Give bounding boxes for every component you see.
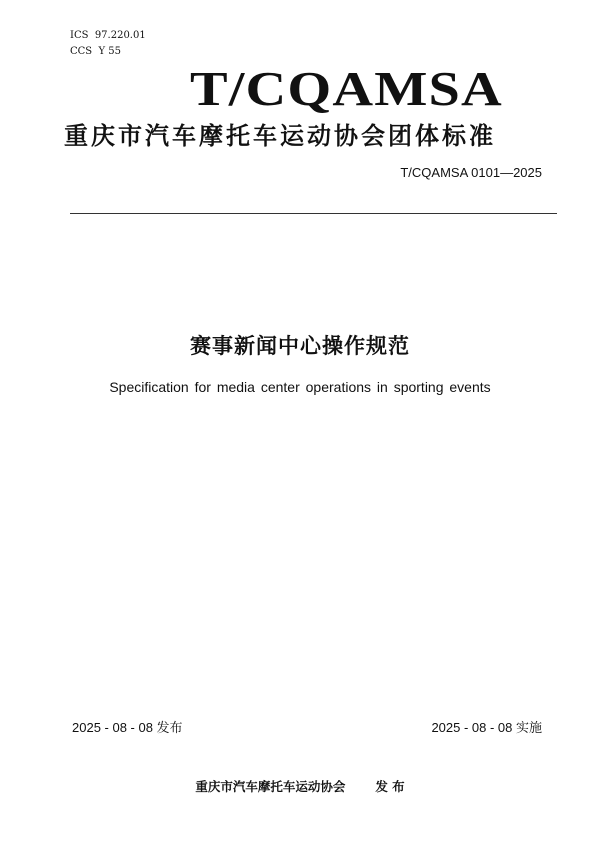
organization-title: 重庆市汽车摩托车运动协会团体标准: [64, 122, 496, 150]
document-title-english: Specification for media center operations in sporting events: [109, 379, 491, 395]
publish-date: 2025 - 08 - 08 发布: [72, 720, 183, 735]
ics-line: [70, 30, 146, 41]
ccs-label: CCS: [70, 46, 93, 57]
ccs-line: [70, 46, 121, 57]
ics-value: 97.220.01: [94, 30, 146, 41]
implement-date: 2025 - 08 - 08 实施: [431, 720, 542, 735]
document-title-chinese: 赛事新闻中心操作规范: [190, 334, 410, 358]
ics-label: ICS: [70, 30, 89, 41]
publish-action: 发 布: [375, 779, 405, 794]
ccs-value: Y 55: [98, 46, 122, 57]
header-divider: [70, 213, 557, 214]
publisher-footer: [0, 777, 600, 795]
standard-code-logo: T/CQAMSA: [190, 61, 503, 116]
publisher-name: 重庆市汽车摩托车运动协会: [195, 779, 346, 794]
document-number: T/CQAMSA 0101—2025: [400, 165, 542, 180]
